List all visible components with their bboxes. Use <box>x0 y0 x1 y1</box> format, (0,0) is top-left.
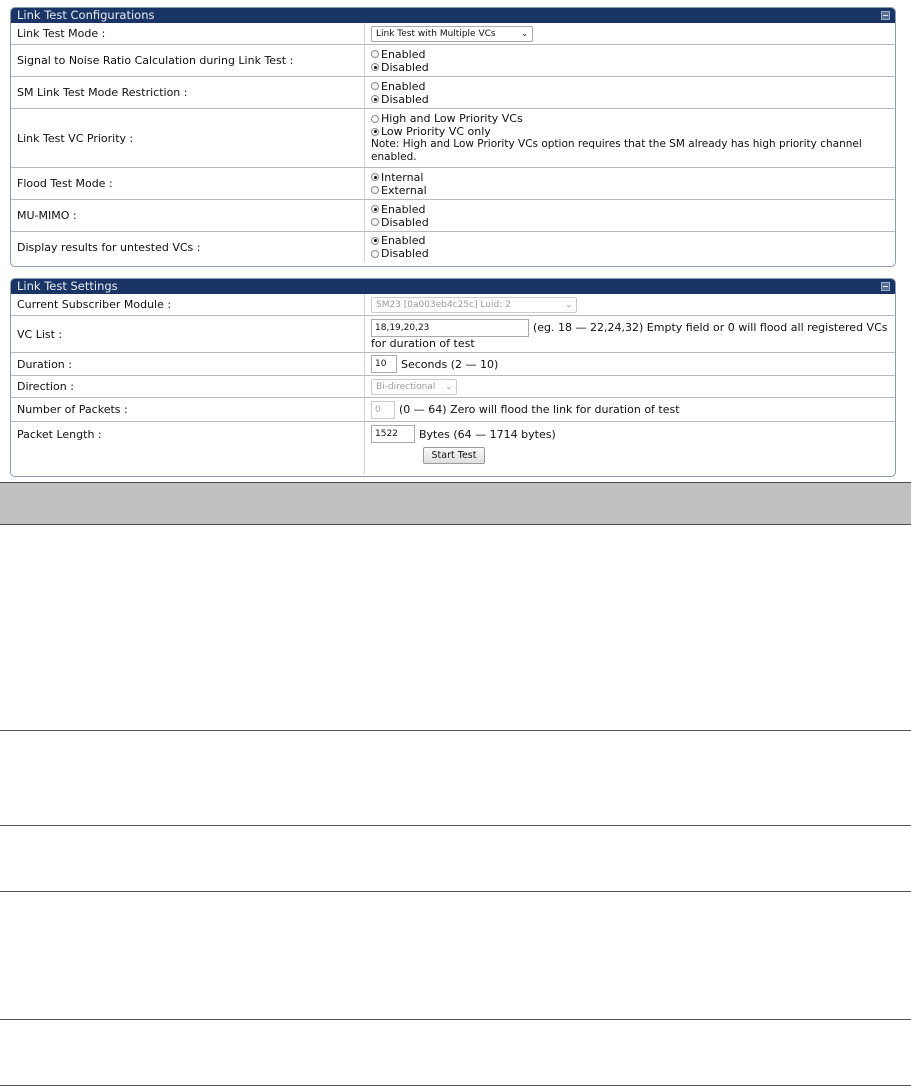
row-packet-length <box>11 422 895 474</box>
panel-header <box>11 279 895 294</box>
radio-checked-icon <box>371 63 379 71</box>
untested-enabled-radio[interactable] <box>371 234 895 247</box>
radio-label: Disabled <box>381 60 429 74</box>
radio-checked-icon <box>371 205 379 213</box>
link-test-settings-panel <box>10 278 896 477</box>
vc-list-label: VC List : <box>17 327 63 341</box>
row-flood-test-mode <box>11 168 895 200</box>
link-test-configurations-panel <box>10 7 896 267</box>
mu-mimo-disabled-radio[interactable] <box>371 216 895 229</box>
row-untested-vcs <box>11 232 895 262</box>
vc-priority-label: Link Test VC Priority : <box>17 131 134 145</box>
vc-list-hint-continued: for duration of test <box>371 336 475 350</box>
vc-priority-high-low-radio[interactable] <box>371 112 895 125</box>
row-snr-calculation <box>11 45 895 77</box>
packet-length-input[interactable]: 1522 <box>371 425 415 443</box>
packet-length-label: Packet Length : <box>17 428 102 441</box>
row-mu-mimo <box>11 200 895 232</box>
vc-priority-note: Note: High and Low Priority VCs option requires that the SM already has high priority channel enabled. <box>371 138 862 163</box>
mu-mimo-enabled-radio[interactable] <box>371 203 895 216</box>
direction-selected: Bi-directional <box>376 381 436 392</box>
chevron-down-icon: ⌄ <box>445 382 452 391</box>
link-test-mode-label: Link Test Mode : <box>17 27 106 40</box>
panel-title: Link Test Settings <box>17 279 118 293</box>
duration-input[interactable]: 10 <box>371 355 397 373</box>
sm-restriction-enabled-radio[interactable] <box>371 80 895 93</box>
radio-label: Disabled <box>381 215 429 229</box>
radio-checked-icon <box>371 95 379 103</box>
duration-value <box>364 353 895 375</box>
radio-checked-icon <box>371 128 379 136</box>
radio-icon <box>371 82 379 90</box>
radio-icon <box>371 186 379 194</box>
radio-label: External <box>381 183 427 197</box>
panel-header <box>11 8 895 23</box>
radio-label: Enabled <box>381 47 426 61</box>
vc-list-hint: (eg. 18 — 22,24,32) Empty field or 0 will flood all registered VCs <box>533 321 888 334</box>
vc-list-input[interactable]: 18,19,20,23 <box>371 319 529 337</box>
snr-enabled-radio[interactable] <box>371 48 895 61</box>
radio-label: Internal <box>381 170 424 184</box>
radio-label: Enabled <box>381 234 426 247</box>
vc-list-value <box>364 316 895 352</box>
radio-label: High and Low Priority VCs <box>381 112 523 125</box>
row-vc-list <box>11 316 895 353</box>
radio-label: Enabled <box>381 202 426 216</box>
radio-icon <box>371 250 379 258</box>
snr-disabled-radio[interactable] <box>371 61 895 74</box>
radio-icon <box>371 218 379 226</box>
radio-checked-icon <box>371 237 379 245</box>
direction-label: Direction : <box>17 380 74 393</box>
vc-priority-low-only-radio[interactable] <box>371 125 895 138</box>
link-test-mode-selected: Link Test with Multiple VCs <box>376 28 496 39</box>
radio-label: Disabled <box>381 92 429 106</box>
link-test-mode-value <box>364 23 895 44</box>
flood-internal-radio[interactable] <box>371 171 895 184</box>
current-sm-select[interactable] <box>371 297 577 313</box>
collapse-icon[interactable] <box>881 282 890 291</box>
packets-value <box>364 398 895 421</box>
current-sm-value <box>364 294 895 315</box>
vc-priority-options <box>364 109 895 167</box>
row-current-sm <box>11 294 895 316</box>
direction-value <box>364 376 895 397</box>
untested-vcs-label: Display results for untested VCs : <box>17 240 201 254</box>
flood-test-mode-options <box>364 168 895 199</box>
sm-restriction-options <box>364 77 895 108</box>
table-divider <box>0 1019 911 1020</box>
radio-icon <box>371 115 379 123</box>
row-duration <box>11 353 895 376</box>
start-test-button[interactable]: Start Test <box>423 447 485 464</box>
row-direction <box>11 376 895 398</box>
packets-label: Number of Packets : <box>17 403 128 416</box>
panel-title: Link Test Configurations <box>17 8 155 22</box>
current-sm-selected: SM23 [0a003eb4c25c] Luid: 2 <box>376 299 511 310</box>
duration-label: Duration : <box>17 357 72 371</box>
flood-test-mode-label: Flood Test Mode : <box>17 177 113 190</box>
mu-mimo-options <box>364 200 895 231</box>
row-sm-restriction <box>11 77 895 109</box>
sm-restriction-label: SM Link Test Mode Restriction : <box>17 86 188 99</box>
packets-input[interactable]: 0 <box>371 401 395 419</box>
radio-checked-icon <box>371 173 379 181</box>
table-divider <box>0 730 911 731</box>
duration-hint: Seconds (2 — 10) <box>401 357 499 371</box>
link-test-mode-select[interactable] <box>371 26 533 42</box>
row-vc-priority <box>11 109 895 168</box>
packet-length-hint: Bytes (64 — 1714 bytes) <box>419 427 556 441</box>
packet-length-value <box>364 422 895 474</box>
untested-disabled-radio[interactable] <box>371 247 895 260</box>
radio-label: Enabled <box>381 79 426 93</box>
table-divider <box>0 891 911 892</box>
snr-calculation-label: Signal to Noise Ratio Calculation during Link Test : <box>17 54 294 67</box>
sm-restriction-disabled-radio[interactable] <box>371 93 895 106</box>
current-sm-label: Current Subscriber Module : <box>17 298 172 311</box>
chevron-down-icon: ⌄ <box>521 29 528 38</box>
packets-hint: (0 — 64) Zero will flood the link for duration of test <box>399 403 680 416</box>
radio-icon <box>371 50 379 58</box>
direction-select[interactable] <box>371 379 457 395</box>
mu-mimo-label: MU-MIMO : <box>17 209 77 222</box>
untested-vcs-options <box>364 232 895 262</box>
row-link-test-mode <box>11 23 895 45</box>
row-packets <box>11 398 895 422</box>
collapse-icon[interactable] <box>881 11 890 20</box>
table-divider <box>0 825 911 826</box>
radio-label: Low Priority VC only <box>381 125 491 138</box>
flood-external-radio[interactable] <box>371 184 895 197</box>
table-header-bar <box>0 482 911 525</box>
snr-calculation-options <box>364 45 895 76</box>
table-divider <box>0 1085 911 1086</box>
chevron-down-icon: ⌄ <box>565 300 572 309</box>
radio-label: Disabled <box>381 247 429 260</box>
